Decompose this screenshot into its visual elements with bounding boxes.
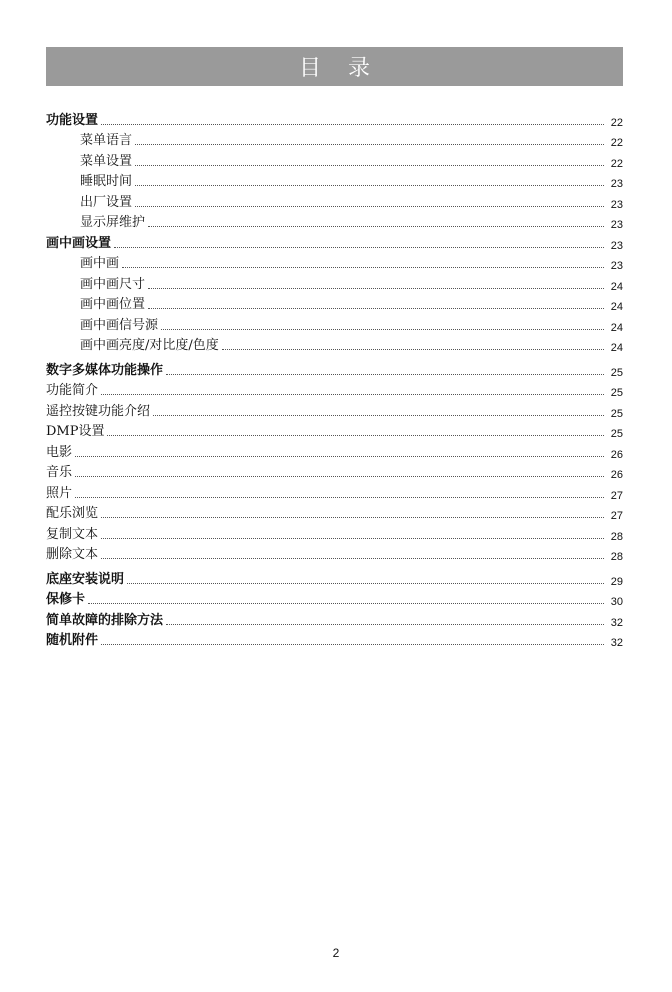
toc-entry-page: 23 xyxy=(610,260,623,272)
toc-entry-page: 29 xyxy=(610,575,623,588)
toc-title-bar xyxy=(46,47,623,86)
toc-entry xyxy=(46,231,623,252)
toc-entry-page: 27 xyxy=(610,489,623,502)
toc-entry xyxy=(46,461,623,482)
toc-entry-page: 30 xyxy=(610,596,623,608)
toc-entry-page: 22 xyxy=(610,157,623,170)
dot-leader xyxy=(153,415,604,416)
toc-entry-label: 画中画设置 xyxy=(46,235,112,251)
toc-entry-label: 音乐 xyxy=(46,465,73,480)
toc-entry-label: 复制文本 xyxy=(46,526,99,542)
dot-leader xyxy=(161,329,604,330)
toc-entry-page: 26 xyxy=(610,448,623,461)
toc-entry-label: 功能设置 xyxy=(46,112,99,128)
toc-entry xyxy=(46,293,623,314)
toc-entry-label: DMP设置 xyxy=(46,424,105,439)
toc-entry-label: 保修卡 xyxy=(46,592,86,607)
dot-leader xyxy=(75,497,604,498)
toc-entry-label: 画中画尺寸 xyxy=(80,276,146,292)
toc-entry xyxy=(46,334,623,355)
toc-entry-label: 菜单语言 xyxy=(80,133,133,148)
toc-entry-page: 22 xyxy=(610,116,623,129)
toc-entry-label: 简单故障的排除方法 xyxy=(46,612,164,628)
toc-entry-label: 配乐浏览 xyxy=(46,506,99,521)
toc-entry-page: 28 xyxy=(610,551,623,563)
dot-leader xyxy=(107,435,604,436)
toc-entry xyxy=(46,440,623,461)
toc-entry-label: 遥控按键功能介绍 xyxy=(46,403,151,419)
toc-entry-page: 23 xyxy=(610,219,623,231)
dot-leader xyxy=(148,288,604,289)
dot-leader xyxy=(135,185,604,186)
dot-leader xyxy=(75,476,604,477)
dot-leader xyxy=(101,558,604,559)
dot-leader xyxy=(135,206,604,207)
dot-leader xyxy=(114,247,604,248)
toc-entry-page: 23 xyxy=(610,178,623,190)
toc-entry-label: 随机附件 xyxy=(46,633,99,648)
toc-entry-page: 24 xyxy=(610,301,623,313)
toc-entry xyxy=(46,252,623,273)
toc-entry-label: 数字多媒体功能操作 xyxy=(46,362,164,378)
page-number: 2 xyxy=(332,946,340,960)
dot-leader xyxy=(135,144,604,145)
toc-entry xyxy=(46,379,623,400)
toc-entry xyxy=(46,522,623,543)
toc-entry-label: 出厂设置 xyxy=(80,194,133,210)
toc-entry-page: 23 xyxy=(610,198,623,211)
dot-leader xyxy=(75,456,604,457)
toc-entry-label: 画中画 xyxy=(80,256,120,271)
toc-entry-page: 25 xyxy=(610,366,623,379)
dot-leader xyxy=(101,394,604,395)
toc-entry-label: 删除文本 xyxy=(46,547,99,562)
toc-entry xyxy=(46,149,623,170)
toc-entry xyxy=(46,313,623,334)
toc-entry xyxy=(46,170,623,191)
toc-entry xyxy=(46,420,623,441)
toc-entry xyxy=(46,629,623,650)
toc-entry xyxy=(46,481,623,502)
toc-entry-page: 25 xyxy=(610,428,623,440)
dot-leader xyxy=(148,308,604,309)
dot-leader xyxy=(166,624,604,625)
toc-entry-label: 菜单设置 xyxy=(80,153,133,169)
toc-entry xyxy=(46,543,623,564)
toc-entry-label: 电影 xyxy=(46,444,73,460)
toc-entry-label: 画中画信号源 xyxy=(80,317,159,333)
toc-entry-label: 画中画亮度/对比度/色度 xyxy=(80,338,219,353)
dot-leader xyxy=(222,349,604,350)
toc-entry-label: 照片 xyxy=(46,485,73,501)
dot-leader xyxy=(135,165,604,166)
toc-entry-label: 睡眠时间 xyxy=(80,174,133,189)
toc-entry-label: 功能简介 xyxy=(46,383,99,398)
toc-entry xyxy=(46,190,623,211)
toc-entry-page: 27 xyxy=(610,510,623,522)
toc-entry-label: 显示屏维护 xyxy=(80,215,146,230)
dot-leader xyxy=(88,603,604,604)
toc-entry-page: 24 xyxy=(610,342,623,354)
toc-entry xyxy=(46,108,623,129)
toc-title: 目 录 xyxy=(299,56,380,81)
dot-leader xyxy=(101,644,604,645)
dot-leader xyxy=(101,124,604,125)
dot-leader xyxy=(148,226,604,227)
dot-leader xyxy=(127,583,604,584)
toc-entry xyxy=(46,588,623,609)
dot-leader xyxy=(166,374,604,375)
toc-entry xyxy=(46,211,623,232)
toc-entry xyxy=(46,272,623,293)
toc-entry-page: 25 xyxy=(610,407,623,420)
toc-entry xyxy=(46,567,623,588)
toc-entry-page: 24 xyxy=(610,321,623,334)
toc-entry xyxy=(46,399,623,420)
toc-entry-label: 画中画位置 xyxy=(80,297,146,312)
toc-entry xyxy=(46,129,623,150)
toc-entry-page: 32 xyxy=(610,637,623,649)
toc-entry-page: 22 xyxy=(610,137,623,149)
toc-entry xyxy=(46,358,623,379)
dot-leader xyxy=(122,267,604,268)
dot-leader xyxy=(101,517,604,518)
toc-entry-page: 32 xyxy=(610,616,623,629)
table-of-contents xyxy=(46,108,623,649)
toc-entry-page: 23 xyxy=(610,239,623,252)
toc-entry xyxy=(46,608,623,629)
toc-entry-page: 26 xyxy=(610,469,623,481)
dot-leader xyxy=(101,538,604,539)
toc-entry-label: 底座安装说明 xyxy=(46,571,125,587)
toc-entry xyxy=(46,502,623,523)
toc-entry-page: 28 xyxy=(610,530,623,543)
toc-entry-page: 24 xyxy=(610,280,623,293)
toc-entry-page: 25 xyxy=(610,387,623,399)
